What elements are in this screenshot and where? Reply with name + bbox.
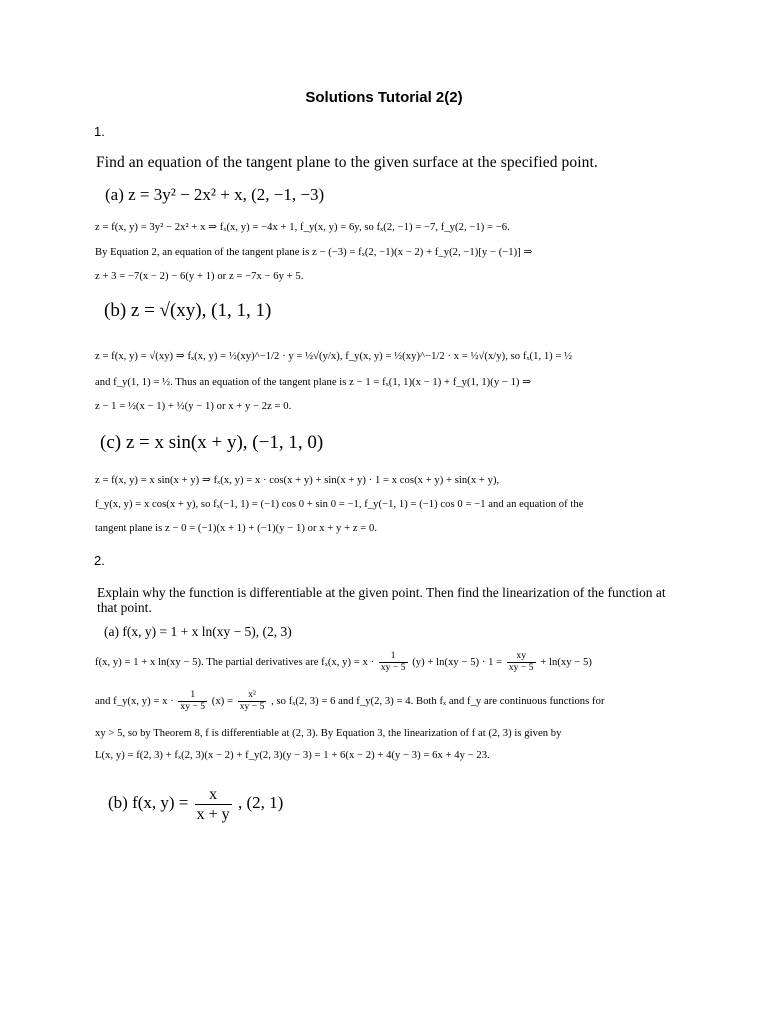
question-2-prompt: Explain why the function is differentiable at the given point. Then find the linearization of the function at that point.: [97, 585, 666, 615]
fraction-numerator: x: [195, 785, 232, 805]
fraction-numerator: xy: [507, 651, 536, 663]
q1a-solution-line-1: z = f(x, y) = 3y² − 2x² + x ⇒ fₓ(x, y) = −4x + 1, f_y(x, y) = 6y, so fₓ(2, −1) = −7, f_y(2, −1) = −6.: [95, 222, 510, 233]
fraction-numerator: x²: [238, 690, 267, 702]
q2a-line2-fraction-2: [238, 690, 267, 713]
q1b-solution-line-2: and f_y(1, 1) = ½. Thus an equation of the tangent plane is z − 1 = fₓ(1, 1)(x − 1) + f_y(1, 1)(y − 1) ⇒: [95, 377, 532, 388]
q2a-line2-mid: (x) =: [211, 696, 234, 707]
fraction-denominator: xy − 5: [508, 663, 534, 674]
q1c-solution-line-2: f_y(x, y) = x cos(x + y), so fₓ(−1, 1) = (−1) cos 0 + sin 0 = −1, f_y(−1, 1) = (−1) cos 0 = −1 and an equation of the: [95, 499, 584, 510]
q1b-solution-line-1: z = f(x, y) = √(xy) ⇒ fₓ(x, y) = ½(xy)^−1/2 · y = ½√(y/x), f_y(x, y) = ½(xy)^−1/2 · x = ½√(x/y), so fₓ(1, 1) = ½: [95, 351, 573, 362]
fraction-denominator: x + y: [196, 805, 230, 823]
q2b-label: [108, 781, 283, 825]
q2a-line1-start: f(x, y) = 1 + x ln(xy − 5). The partial derivatives are fₓ(x, y) = x ·: [95, 657, 375, 668]
q2a-line1-fraction: [379, 651, 408, 674]
q2a-line1-end: + ln(xy − 5): [540, 657, 592, 668]
q2b-label-end: , (2, 1): [237, 793, 284, 812]
q2a-solution-line-1: [95, 650, 592, 676]
q2a-line2-end: , so fₓ(2, 3) = 6 and f_y(2, 3) = 4. Both fₓ and f_y are continuous functions for: [271, 696, 605, 707]
q1a-label: (a) z = 3y² − 2x² + x, (2, −1, −3): [105, 185, 325, 204]
q1c-label: (c) z = x sin(x + y), (−1, 1, 0): [100, 432, 324, 453]
q1c-solution-line-3: tangent plane is z − 0 = (−1)(x + 1) + (−1)(y − 1) or x + y + z = 0.: [95, 523, 378, 534]
q2a-label: (a) f(x, y) = 1 + x ln(xy − 5), (2, 3): [104, 624, 292, 639]
q2b-label-start: (b) f(x, y) =: [108, 793, 189, 812]
fraction-denominator: xy − 5: [380, 663, 406, 674]
q1b-label: (b) z = √(xy), (1, 1, 1): [104, 300, 272, 321]
page-title: Solutions Tutorial 2(2): [305, 89, 463, 106]
fraction-numerator: 1: [178, 690, 207, 702]
q2a-line1-mid: (y) + ln(xy − 5) · 1 =: [412, 657, 503, 668]
question-1-prompt: Find an equation of the tangent plane to the given surface at the specified point.: [96, 154, 598, 171]
q1a-solution-line-3: z + 3 = −7(x − 2) − 6(y + 1) or z = −7x − 6y + 5.: [95, 271, 304, 282]
q1c-solution-line-1: z = f(x, y) = x sin(x + y) ⇒ fₓ(x, y) = x · cos(x + y) + sin(x + y) · 1 = x cos(x + y) + sin(x + y),: [95, 475, 500, 486]
fraction-numerator: 1: [379, 651, 408, 663]
q2a-line2-start: and f_y(x, y) = x ·: [95, 696, 174, 707]
q2a-solution-line-2: [95, 689, 605, 715]
fraction-denominator: xy − 5: [180, 702, 206, 713]
q2a-solution-line-4: L(x, y) = f(2, 3) + fₓ(2, 3)(x − 2) + f_y(2, 3)(y − 3) = 1 + 6(x − 2) + 4(y − 3) = 6x + 4y − 23.: [95, 750, 490, 761]
q1a-solution-line-2: By Equation 2, an equation of the tangent plane is z − (−3) = fₓ(2, −1)(x − 2) + f_y(2, −1)[y − (−1)] ⇒: [95, 247, 533, 258]
fraction-denominator: xy − 5: [239, 702, 265, 713]
question-2-number: 2.: [94, 553, 105, 568]
q2b-fraction: [195, 785, 232, 824]
q2a-solution-line-3: xy > 5, so by Theorem 8, f is differentiable at (2, 3). By Equation 3, the linearization of f at (2, 3) is given by: [95, 728, 562, 739]
question-1-number: 1.: [94, 124, 105, 139]
q2a-line1-fraction-2: [507, 651, 536, 674]
q2a-line2-fraction: [178, 690, 207, 713]
q1b-solution-line-3: z − 1 = ½(x − 1) + ½(y − 1) or x + y − 2z = 0.: [95, 401, 292, 412]
